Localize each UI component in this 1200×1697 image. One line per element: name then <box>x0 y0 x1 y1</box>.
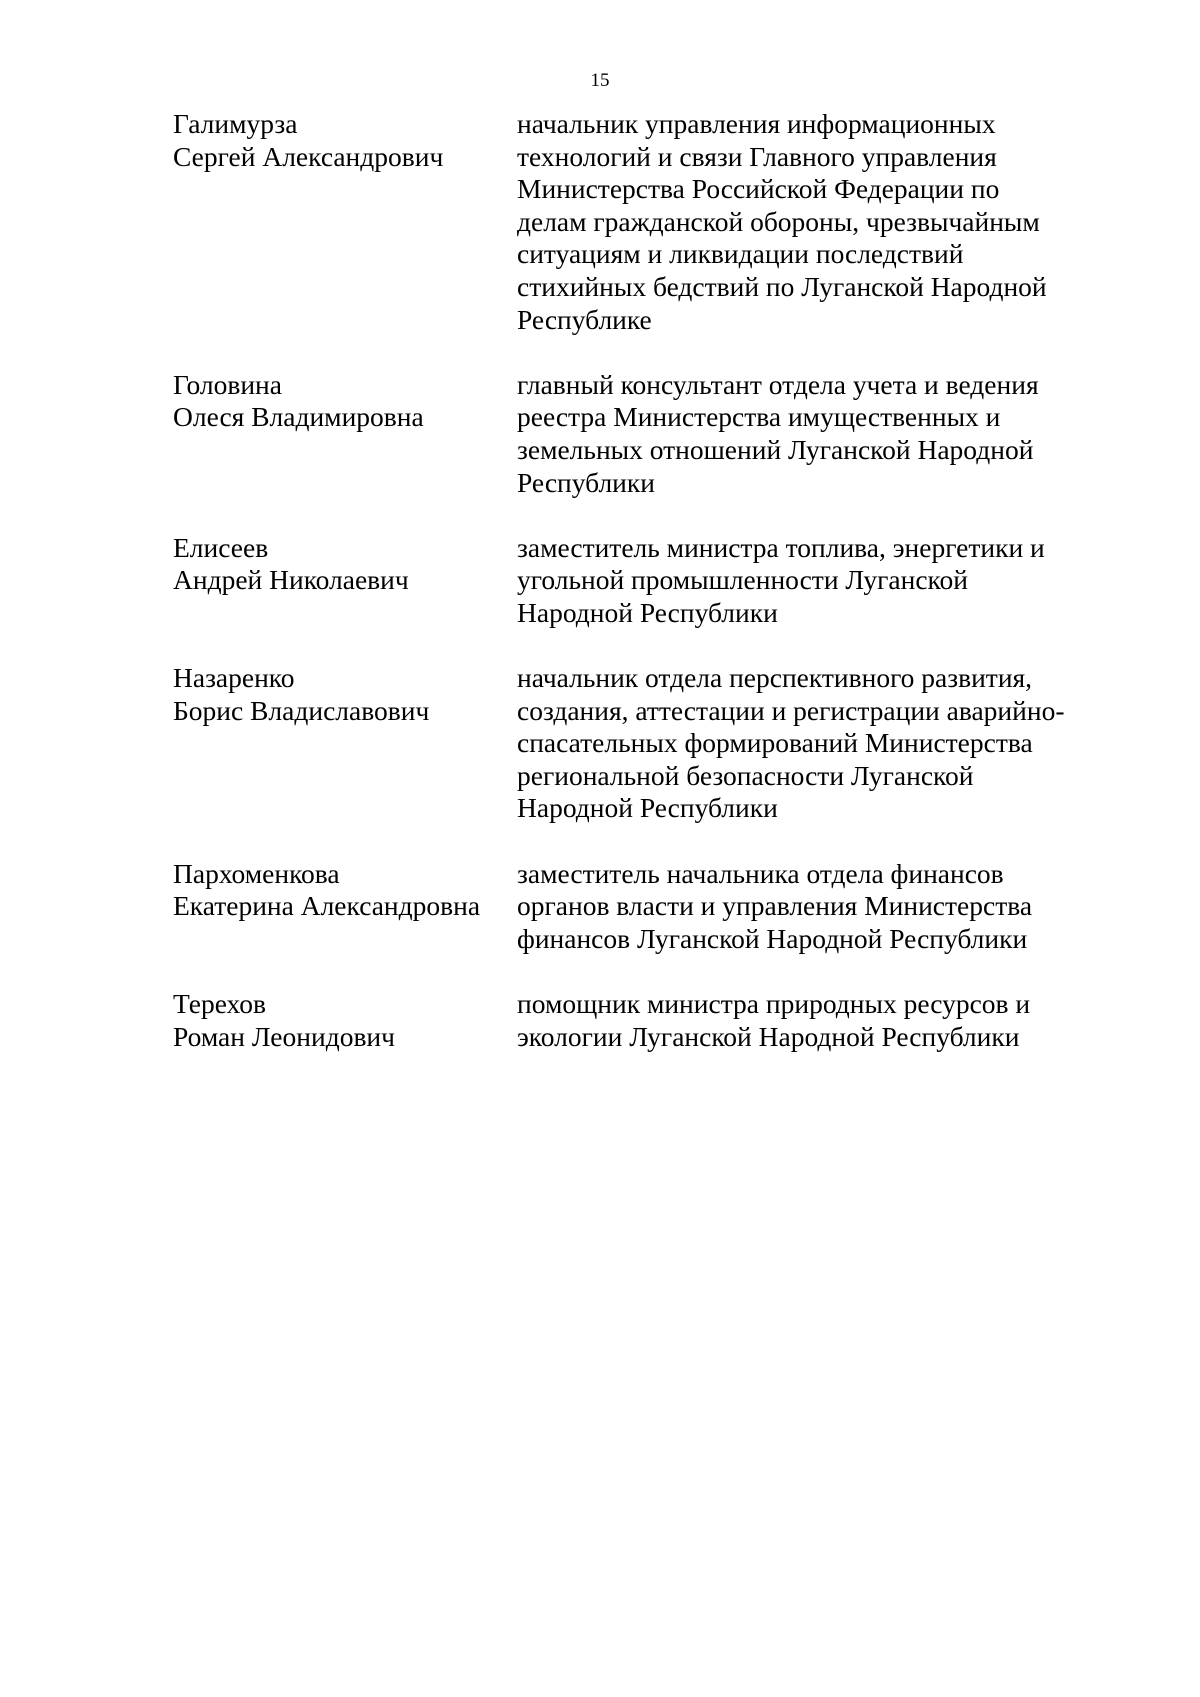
position-line: технологий и связи Главного управления <box>517 140 997 172</box>
member-given-names: Екатерина Александровна <box>173 890 481 922</box>
member-given-names: Сергей Александрович <box>173 140 444 172</box>
member-surname: Пархоменкова <box>173 857 340 889</box>
position-line: спасательных формирований Министерства <box>517 727 1033 759</box>
position-line: органов власти и управления Министерства <box>517 890 1033 922</box>
position-line: заместитель начальника отдела финансов <box>517 857 1004 889</box>
member-entry <box>173 858 1103 956</box>
member-surname: Головина <box>173 368 282 400</box>
position-line: делам гражданской обороны, чрезвычайным <box>517 205 1040 237</box>
position-line: Республики <box>517 466 655 498</box>
member-given-names: Андрей Николаевич <box>173 564 409 596</box>
member-position <box>517 108 1102 336</box>
position-line: финансов Луганской Народной Республики <box>517 922 1028 954</box>
position-line: Министерства Российской Федерации по <box>517 173 1000 205</box>
members-list <box>173 108 1103 1086</box>
member-name <box>173 532 517 630</box>
position-line: ситуациям и ликвидации последствий <box>517 238 964 270</box>
member-entry <box>173 369 1103 499</box>
member-given-names: Олеся Владимировна <box>173 401 424 433</box>
member-given-names: Роман Леонидович <box>173 1020 395 1052</box>
member-surname: Назаренко <box>173 662 295 694</box>
position-line: реестра Министерства имущественных и <box>517 401 1001 433</box>
member-surname: Елисеев <box>173 531 269 563</box>
member-entry <box>173 108 1103 336</box>
position-line: помощник министра природных ресурсов и <box>517 988 1031 1020</box>
position-line: экологии Луганской Народной Республики <box>517 1020 1020 1052</box>
member-name <box>173 858 517 956</box>
member-entry <box>173 532 1103 630</box>
member-name <box>173 988 517 1053</box>
member-position <box>517 662 1102 825</box>
member-surname: Терехов <box>173 988 266 1020</box>
position-line: земельных отношений Луганской Народной <box>517 433 1034 465</box>
member-position <box>517 988 1102 1053</box>
position-line: начальник управления информационных <box>517 108 996 139</box>
member-name <box>173 662 517 825</box>
position-line: главный консультант отдела учета и ведения <box>517 368 1039 400</box>
member-name <box>173 108 517 336</box>
position-line: заместитель министра топлива, энергетики и <box>517 531 1045 563</box>
position-line: Республике <box>517 303 652 335</box>
position-line: угольной промышленности Луганской <box>517 564 968 596</box>
position-line: начальник отдела перспективного развития, <box>517 662 1033 694</box>
page-number: 15 <box>590 70 610 91</box>
position-line: создания, аттестации и регистрации аварийно- <box>517 694 1065 726</box>
member-position <box>517 532 1102 630</box>
member-position <box>517 369 1102 499</box>
position-line: региональной безопасности Луганской <box>517 759 974 791</box>
position-line: стихийных бедствий по Луганской Народной <box>517 270 1047 302</box>
member-entry <box>173 988 1103 1053</box>
position-line: Народной Республики <box>517 792 778 824</box>
member-entry <box>173 662 1103 825</box>
member-given-names: Борис Владиславович <box>173 694 430 726</box>
member-position <box>517 858 1102 956</box>
member-name <box>173 369 517 499</box>
member-surname: Галимурза <box>173 108 298 139</box>
position-line: Народной Республики <box>517 596 778 628</box>
